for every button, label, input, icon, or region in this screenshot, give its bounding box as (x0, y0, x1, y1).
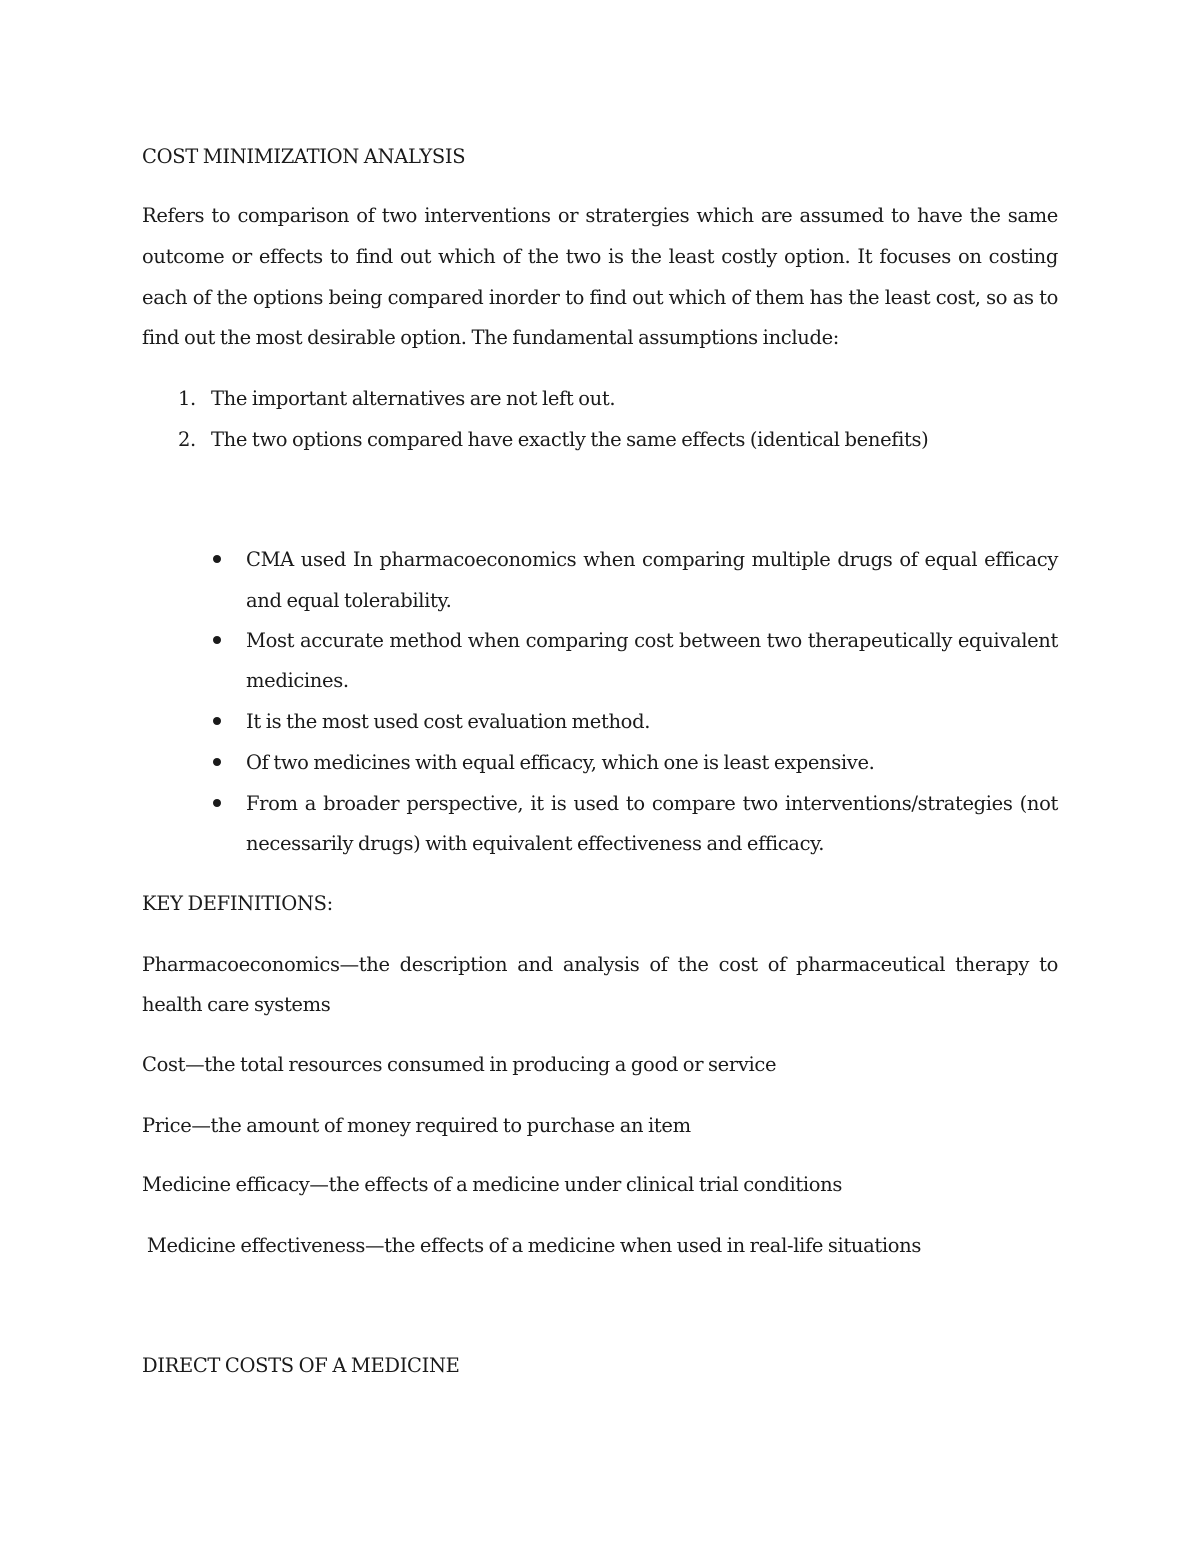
bullet-text: It is the most used cost evaluation method. (246, 710, 651, 733)
intro-line: each of the options being compared inorder to find out which of them has the least cost, so as to (142, 286, 1058, 309)
bullet-text: and equal tolerability. (246, 589, 452, 612)
intro-line: outcome or effects to find out which of the two is the least costly option. It focuses on costing (142, 245, 1058, 268)
list-number: 1. (178, 387, 196, 410)
document-title: COST MINIMIZATION ANALYSIS (142, 145, 466, 168)
definition-effectiveness: Medicine effectiveness—the effects of a medicine when used in real-life situations (142, 1234, 922, 1257)
bullet-icon (213, 758, 221, 766)
direct-costs-heading: DIRECT COSTS OF A MEDICINE (142, 1354, 460, 1377)
intro-line: Refers to comparison of two interventions or stratergies which are assumed to have the same (142, 204, 1058, 227)
bullet-text: Most accurate method when comparing cost between two therapeutically equivalent (246, 629, 1058, 652)
bullet-icon (213, 555, 221, 563)
bullet-text: medicines. (246, 669, 349, 692)
key-definitions-heading: KEY DEFINITIONS: (142, 892, 333, 915)
bullet-icon (213, 636, 221, 644)
bullet-text: CMA used In pharmacoeconomics when comparing multiple drugs of equal efficacy (246, 548, 1058, 571)
bullet-text: Of two medicines with equal efficacy, which one is least expensive. (246, 751, 875, 774)
bullet-icon (213, 799, 221, 807)
definition-efficacy: Medicine efficacy—the effects of a medicine under clinical trial conditions (142, 1173, 843, 1196)
definition-pharmacoeconomics-cont: health care systems (142, 993, 331, 1016)
definition-price: Price—the amount of money required to purchase an item (142, 1114, 691, 1137)
definition-cost: Cost—the total resources consumed in producing a good or service (142, 1053, 777, 1076)
intro-line: find out the most desirable option. The fundamental assumptions include: (142, 326, 839, 349)
bullet-text: From a broader perspective, it is used to compare two interventions/strategies (not (246, 792, 1058, 815)
bullet-icon (213, 717, 221, 725)
document-page (142, 0, 1058, 1553)
list-text: The two options compared have exactly the same effects (identical benefits) (211, 428, 929, 451)
definition-pharmacoeconomics: Pharmacoeconomics—the description and analysis of the cost of pharmaceutical therapy to (142, 953, 1058, 976)
list-number: 2. (178, 428, 196, 451)
list-text: The important alternatives are not left out. (211, 387, 616, 410)
bullet-text: necessarily drugs) with equivalent effectiveness and efficacy. (246, 832, 825, 855)
